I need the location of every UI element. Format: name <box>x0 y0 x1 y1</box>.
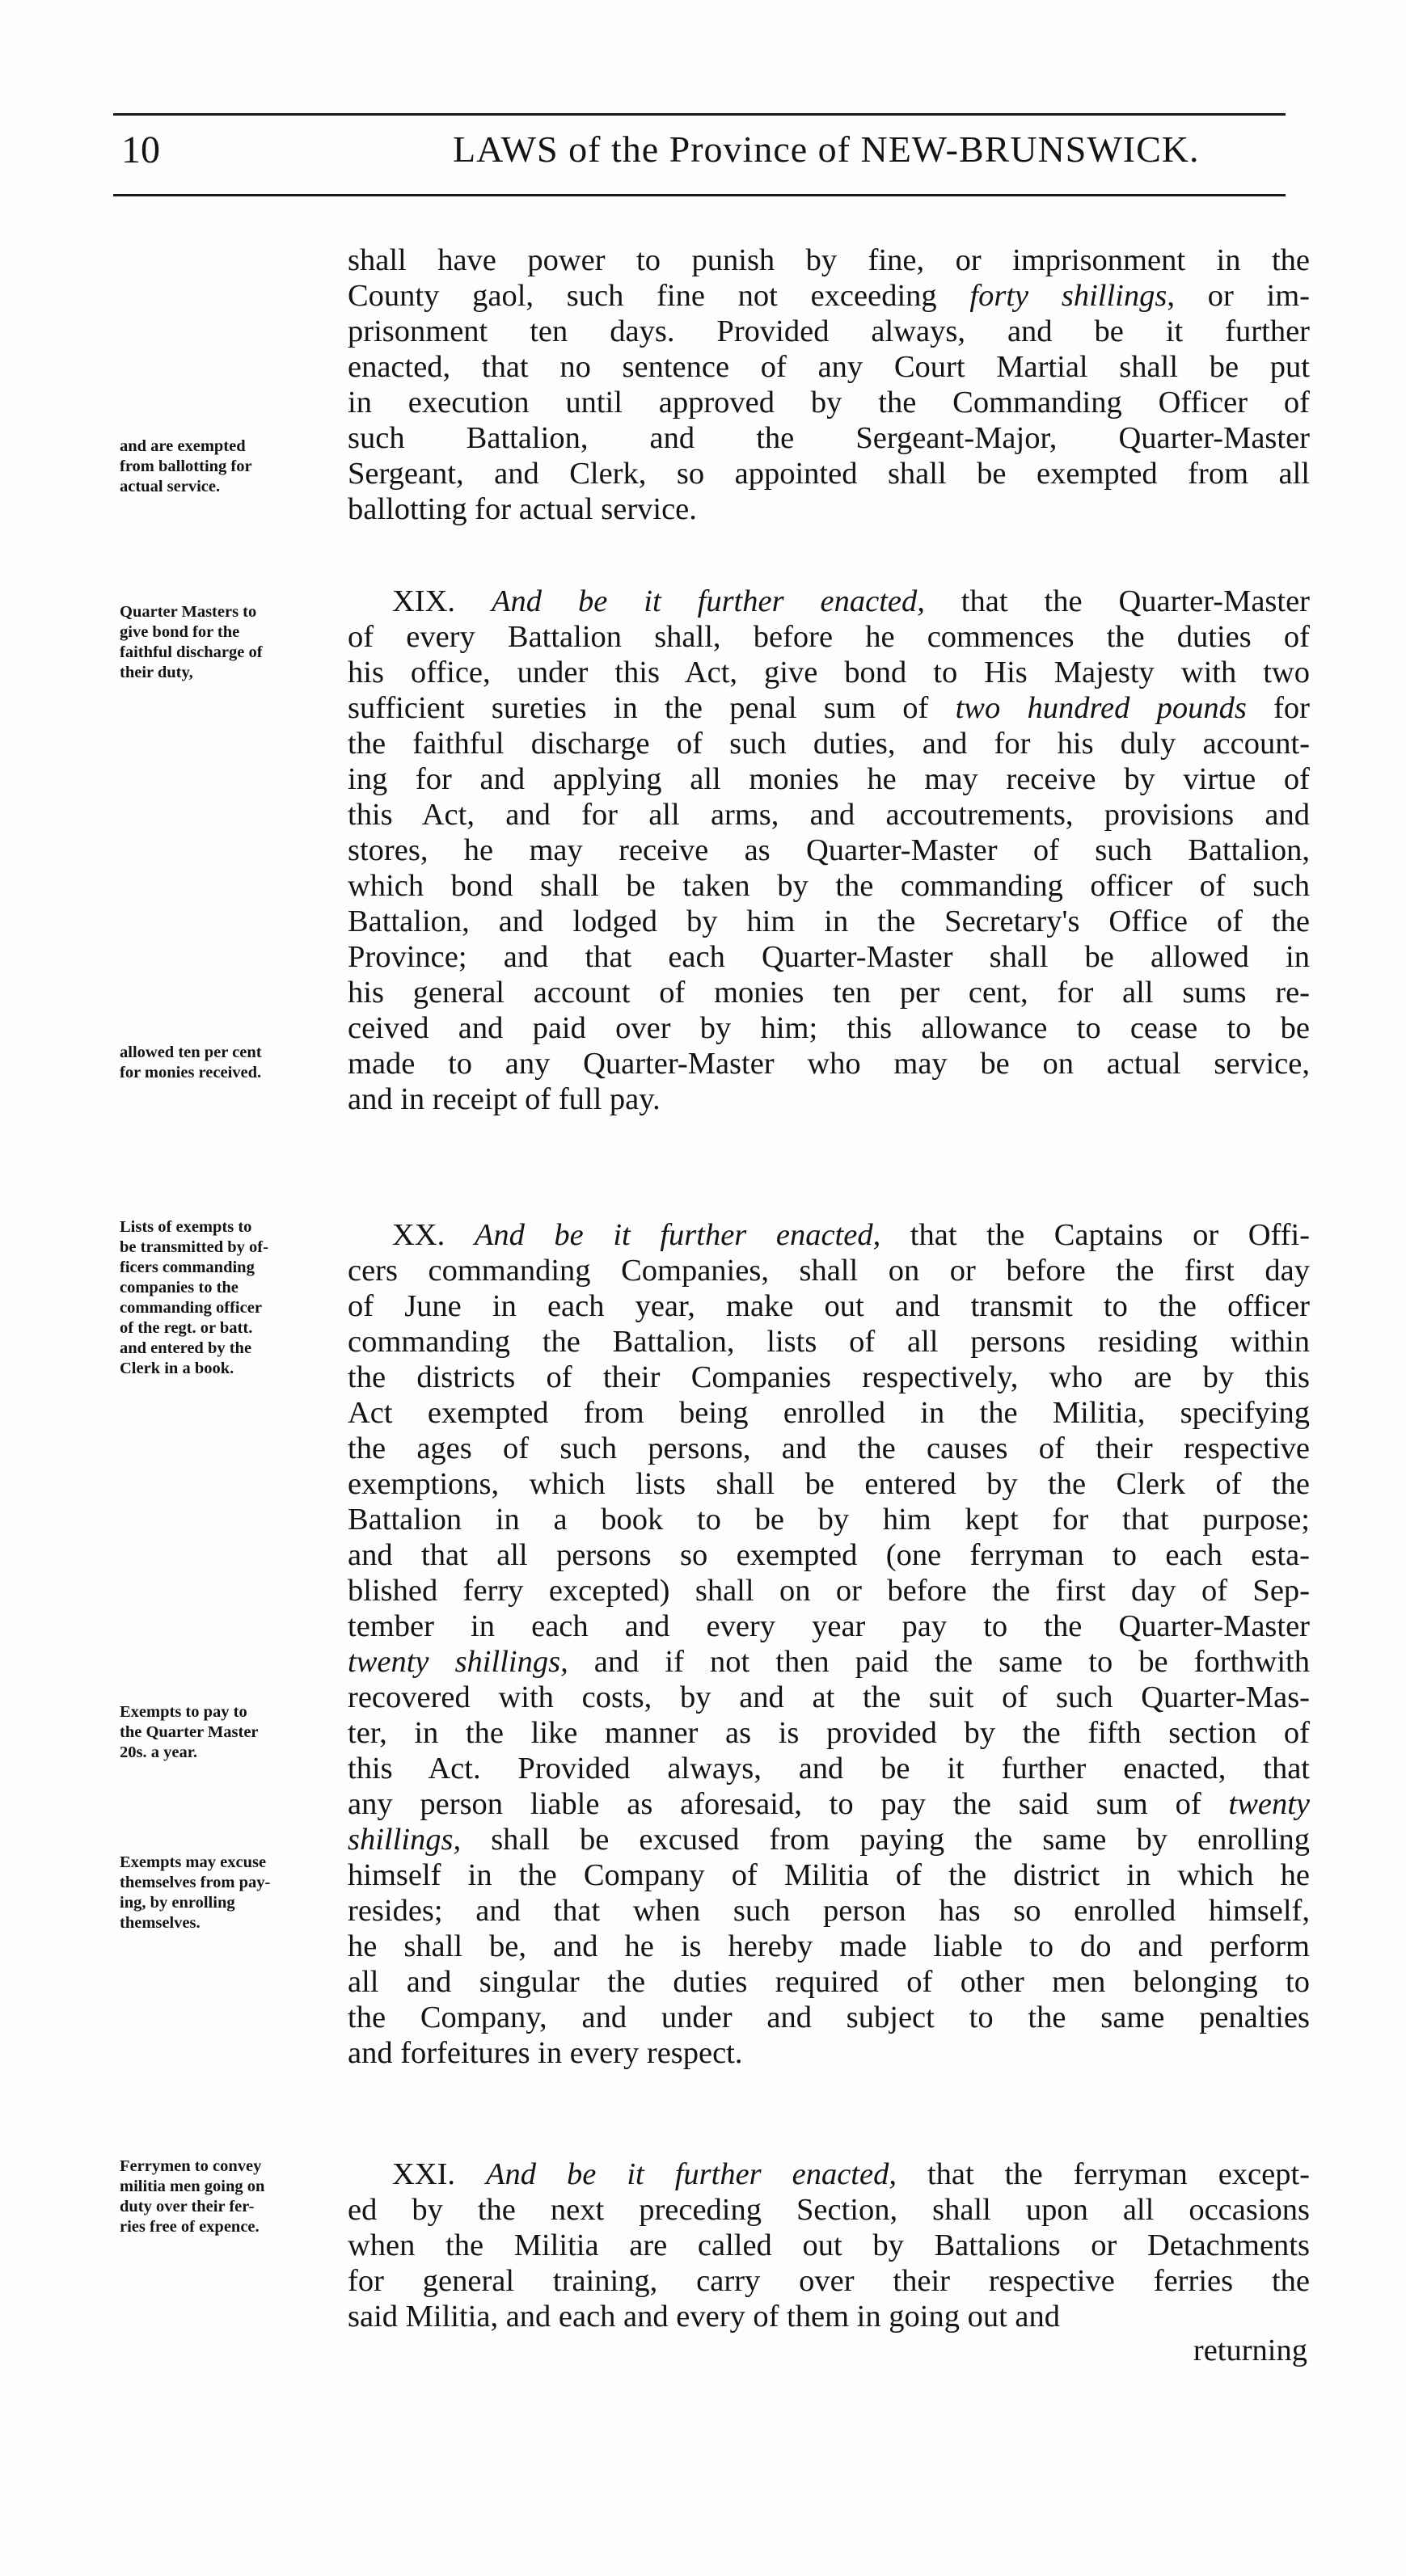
marginal-note-line: Ferrymen to convey <box>120 2157 262 2175</box>
text-line: this Act, and for all arms, and accoutrements, provisions and <box>348 798 1310 832</box>
marginal-note-line: and are exempted <box>120 437 246 455</box>
marginal-note-line: themselves from pay- <box>120 1874 271 1891</box>
text-line: shillings, shall be excused from paying the same by enrolling <box>348 1823 1310 1857</box>
marginal-note <box>120 436 356 497</box>
marginal-note <box>120 602 356 683</box>
text-line: ter, in the like manner as is provided by the fifth section of <box>348 1716 1310 1750</box>
text-line: exemptions, which lists shall be entered by the Clerk of the <box>348 1467 1310 1501</box>
marginal-note-line: actual service. <box>120 478 221 495</box>
text-line: of every Battalion shall, before he commences the duties of <box>348 620 1310 654</box>
text-line: all and singular the duties required of other men belonging to <box>348 1965 1310 1999</box>
text-line: ceived and paid over by him; this allowance to cease to be <box>348 1011 1310 1045</box>
text-line: such Battalion, and the Sergeant-Major, Quarter-Master <box>348 421 1310 455</box>
text-line: XX. And be it further enacted, that the Captains or Offi- <box>392 1218 1310 1252</box>
text-line: blished ferry excepted) shall on or before the first day of Sep- <box>348 1574 1310 1608</box>
marginal-note-line: for monies received. <box>120 1064 262 1081</box>
marginal-note-line: be transmitted by of- <box>120 1238 268 1256</box>
marginal-note-line: give bond for the <box>120 623 240 641</box>
text-line: Province; and that each Quarter-Master shall be allowed in <box>348 940 1310 974</box>
catchword: returning <box>1193 2334 1307 2367</box>
text-line: Battalion, and lodged by him in the Secretary's Office of the <box>348 904 1310 938</box>
header-rule <box>113 194 1286 196</box>
text-line: his office, under this Act, give bond to His Majesty with two <box>348 656 1310 689</box>
text-line: made to any Quarter-Master who may be on actual service, <box>348 1047 1310 1081</box>
text-line: XIX. And be it further enacted, that the Quarter-Master <box>392 584 1311 618</box>
marginal-note-line: from ballotting for <box>120 457 252 475</box>
marginal-note <box>120 1853 356 1933</box>
running-head: LAWS of the Province of NEW-BRUNSWICK. <box>453 129 1200 170</box>
text-line: of June in each year, make out and transmit to the officer <box>348 1289 1310 1323</box>
marginal-note-line: 20s. a year. <box>120 1743 198 1761</box>
text-line: in execution until approved by the Commanding Officer of <box>348 386 1310 419</box>
text-line: said Militia, and each and every of them in going out and <box>348 2300 1060 2334</box>
italic-phrase: two hundred pounds <box>955 691 1247 725</box>
text-line: the ages of such persons, and the causes of their respective <box>348 1431 1310 1465</box>
paragraph <box>348 1217 1310 2071</box>
marginal-note <box>120 1702 356 1763</box>
text-line: shall have power to punish by fine, or imprisonment in the <box>348 243 1310 277</box>
text-line: this Act. Provided always, and be it further enacted, that <box>348 1752 1310 1785</box>
text-line: enacted, that no sentence of any Court Martial shall be put <box>348 350 1310 384</box>
text-line: Act exempted from being enrolled in the Militia, specifying <box>348 1396 1310 1430</box>
text-line: and that all persons so exempted (one ferryman to each esta- <box>348 1538 1310 1572</box>
marginal-note <box>120 1217 356 1379</box>
page-header <box>113 128 1286 184</box>
marginal-note-line: Exempts may excuse <box>120 1853 267 1871</box>
text-line: recovered with costs, by and at the suit of such Quarter-Mas- <box>348 1680 1310 1714</box>
marginal-note-line: Clerk in a book. <box>120 1360 234 1377</box>
text-line: Sergeant, and Clerk, so appointed shall be exempted from all <box>348 457 1310 491</box>
text-line: County gaol, such fine not exceeding forty shillings, or im- <box>348 279 1310 313</box>
text-line: twenty shillings, and if not then paid the same to be forthwith <box>348 1645 1310 1679</box>
marginal-note-line: Exempts to pay to <box>120 1703 247 1721</box>
marginal-note-line: faithful discharge of <box>120 643 263 661</box>
text-line: Battalion in a book to be by him kept for that purpose; <box>348 1503 1310 1537</box>
text-line: for general training, carry over their respective ferries the <box>348 2264 1310 2298</box>
text-line: himself in the Company of Militia of the district in which he <box>348 1858 1310 1892</box>
text-line: ing for and applying all monies he may receive by virtue of <box>348 762 1310 796</box>
marginal-note-line: of the regt. or batt. <box>120 1319 253 1337</box>
text-line: the Company, and under and subject to the same penalties <box>348 2001 1310 2034</box>
italic-phrase: twenty <box>1228 1787 1310 1821</box>
marginal-note-line: allowed ten per cent <box>120 1043 262 1061</box>
text-line: and in receipt of full pay. <box>348 1082 661 1116</box>
marginal-note-line: commanding officer <box>120 1299 262 1317</box>
text-line: ed by the next preceding Section, shall upon all occasions <box>348 2193 1310 2227</box>
marginal-note-line: themselves. <box>120 1914 201 1932</box>
marginal-note-line: companies to the <box>120 1279 239 1296</box>
marginal-note-line: duty over their fer- <box>120 2198 255 2216</box>
text-line: and forfeitures in every respect. <box>348 2036 743 2070</box>
italic-phrase: And be it further enacted, <box>492 584 925 618</box>
marginal-note-line: Lists of exempts to <box>120 1218 252 1236</box>
text-line: stores, he may receive as Quarter-Master of such Battalion, <box>348 833 1310 867</box>
text-line: resides; and that when such person has so enrolled himself, <box>348 1894 1310 1928</box>
marginal-note-line: ing, by enrolling <box>120 1894 235 1912</box>
marginal-note-line: ficers commanding <box>120 1258 255 1276</box>
italic-phrase: forty shillings <box>969 279 1167 313</box>
marginal-note-line: the Quarter Master <box>120 1723 259 1741</box>
paragraph <box>348 242 1310 527</box>
text-line: XXI. And be it further enacted, that the ferryman except- <box>392 2157 1310 2191</box>
text-line: he shall be, and he is hereby made liable to do and perform <box>348 1929 1310 1963</box>
text-line: the faithful discharge of such duties, and for his duly account- <box>348 727 1310 761</box>
marginal-note-line: militia men going on <box>120 2178 265 2195</box>
text-line: cers commanding Companies, shall on or before the first day <box>348 1254 1310 1288</box>
marginal-note-line: their duty, <box>120 664 193 681</box>
paragraph <box>348 2157 1310 2334</box>
text-line: any person liable as aforesaid, to pay the said sum of twenty <box>348 1787 1310 1821</box>
italic-phrase: twenty shillings, <box>348 1645 568 1679</box>
text-line: tember in each and every year pay to the Quarter-Master <box>348 1609 1310 1643</box>
text-line: sufficient sureties in the penal sum of two hundred pounds for <box>348 691 1310 725</box>
text-line: his general account of monies ten per cent, for all sums re- <box>348 976 1310 1010</box>
italic-phrase: And be it further enacted, <box>486 2157 897 2191</box>
text-line: ballotting for actual service. <box>348 492 697 526</box>
text-line: prisonment ten days. Provided always, and be it further <box>348 314 1310 348</box>
text-line: commanding the Battalion, lists of all persons residing within <box>348 1325 1310 1359</box>
italic-phrase: And be it further enacted, <box>474 1218 881 1252</box>
text-line: when the Militia are called out by Battalions or Detachments <box>348 2228 1310 2262</box>
page-number: 10 <box>121 129 160 171</box>
marginal-note-line: Quarter Masters to <box>120 603 257 621</box>
text-line: which bond shall be taken by the commanding officer of such <box>348 869 1310 903</box>
italic-phrase: shillings, <box>348 1823 462 1857</box>
top-rule <box>113 113 1286 116</box>
paragraph <box>348 584 1310 1117</box>
marginal-note-line: ries free of expence. <box>120 2218 260 2236</box>
marginal-note-line: and entered by the <box>120 1339 252 1357</box>
marginal-note <box>120 1043 356 1083</box>
text-line: the districts of their Companies respectively, who are by this <box>348 1360 1310 1394</box>
marginal-note <box>120 2157 356 2237</box>
